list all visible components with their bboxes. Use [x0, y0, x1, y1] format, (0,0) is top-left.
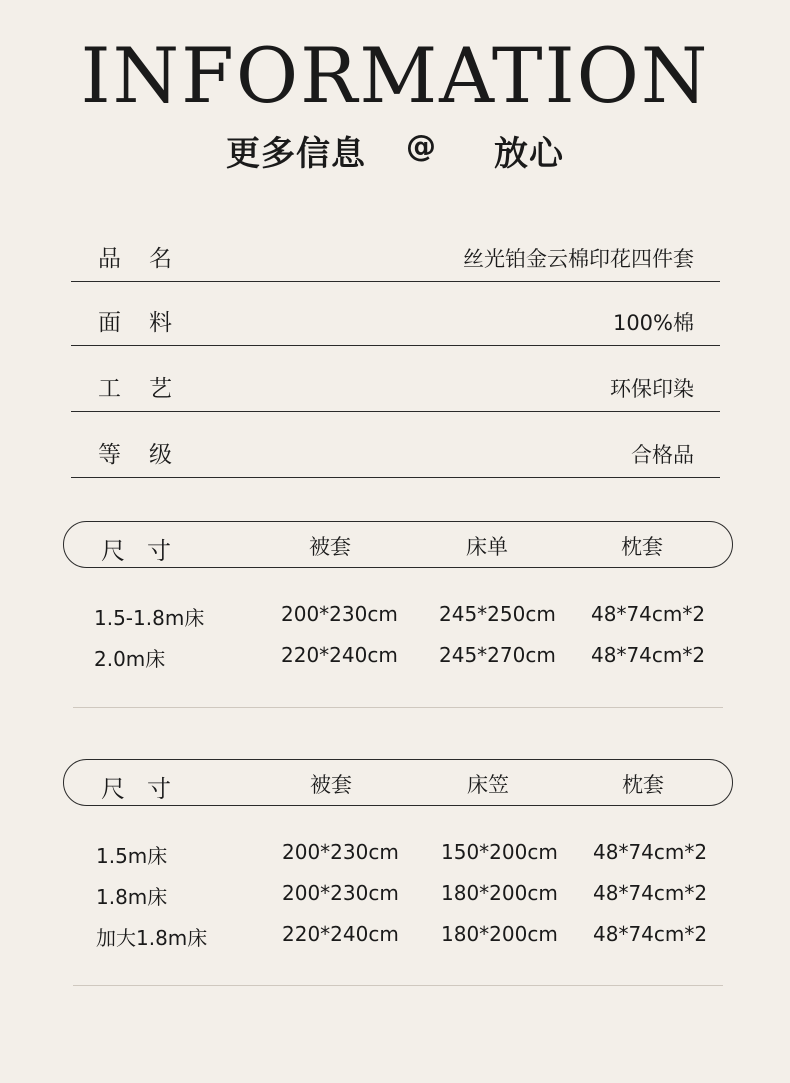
table-cell: 245*250cm: [439, 602, 556, 626]
table-cell: 180*200cm: [441, 881, 558, 905]
size-table-1: [63, 521, 733, 684]
divider: [73, 985, 723, 986]
table-cell: 245*270cm: [439, 643, 556, 667]
table-cell: 220*240cm: [281, 643, 398, 667]
table-cell: 200*230cm: [281, 602, 398, 626]
header-sheet: 床单: [466, 535, 508, 559]
info-value: 环保印染: [610, 377, 694, 401]
table-cell: 48*74cm*2: [593, 881, 708, 905]
table-cell: 48*74cm*2: [593, 840, 708, 864]
table-cell: 200*230cm: [282, 881, 399, 905]
info-value: 合格品: [631, 443, 694, 467]
divider: [73, 707, 723, 708]
size-table-body: [63, 840, 733, 963]
table-row: [63, 643, 733, 684]
product-info-table: [71, 218, 720, 478]
header-size: 尺寸: [101, 537, 193, 565]
table-cell: 1.5-1.8m床: [94, 606, 205, 630]
table-row: [63, 881, 733, 922]
size-table-header: [63, 759, 733, 806]
page-title: INFORMATION: [80, 31, 710, 120]
size-table-body: [63, 602, 733, 684]
info-row-grade: [71, 412, 720, 478]
info-label: 面料: [98, 310, 200, 336]
table-cell: 48*74cm*2: [591, 643, 706, 667]
header-size: 尺寸: [101, 775, 193, 803]
table-cell: 150*200cm: [441, 840, 558, 864]
header-pillowcase: 枕套: [622, 773, 664, 797]
header-pillowcase: 枕套: [621, 535, 663, 559]
table-cell: 1.8m床: [96, 885, 168, 909]
size-table-header: [63, 521, 733, 568]
info-label: 等级: [98, 442, 200, 468]
info-value: 100%棉: [612, 311, 694, 335]
table-cell: 220*240cm: [282, 922, 399, 946]
info-row-craft: [71, 346, 720, 412]
info-value: 丝光铂金云棉印花四件套: [463, 247, 694, 271]
subtitle-main: 更多信息: [226, 134, 366, 174]
header-duvet: 被套: [309, 535, 351, 559]
info-row-name: [71, 218, 720, 282]
table-cell: 180*200cm: [441, 922, 558, 946]
table-cell: 1.5m床: [96, 844, 168, 868]
subtitle: [0, 126, 790, 176]
header-duvet: 被套: [310, 773, 352, 797]
table-cell: 200*230cm: [282, 840, 399, 864]
table-cell: 2.0m床: [94, 647, 166, 671]
info-label: 品名: [98, 246, 200, 272]
table-row: [63, 602, 733, 643]
size-table-2: [63, 759, 733, 963]
info-label: 工艺: [98, 376, 200, 402]
table-cell: 加大1.8m床: [96, 926, 208, 950]
table-cell: 48*74cm*2: [591, 602, 706, 626]
table-row: [63, 922, 733, 963]
table-row: [63, 840, 733, 881]
subtitle-at: @: [406, 129, 436, 164]
subtitle-end: 放心: [494, 134, 564, 174]
table-cell: 48*74cm*2: [593, 922, 708, 946]
info-row-fabric: [71, 282, 720, 346]
header-fitted-sheet: 床笠: [467, 773, 509, 797]
